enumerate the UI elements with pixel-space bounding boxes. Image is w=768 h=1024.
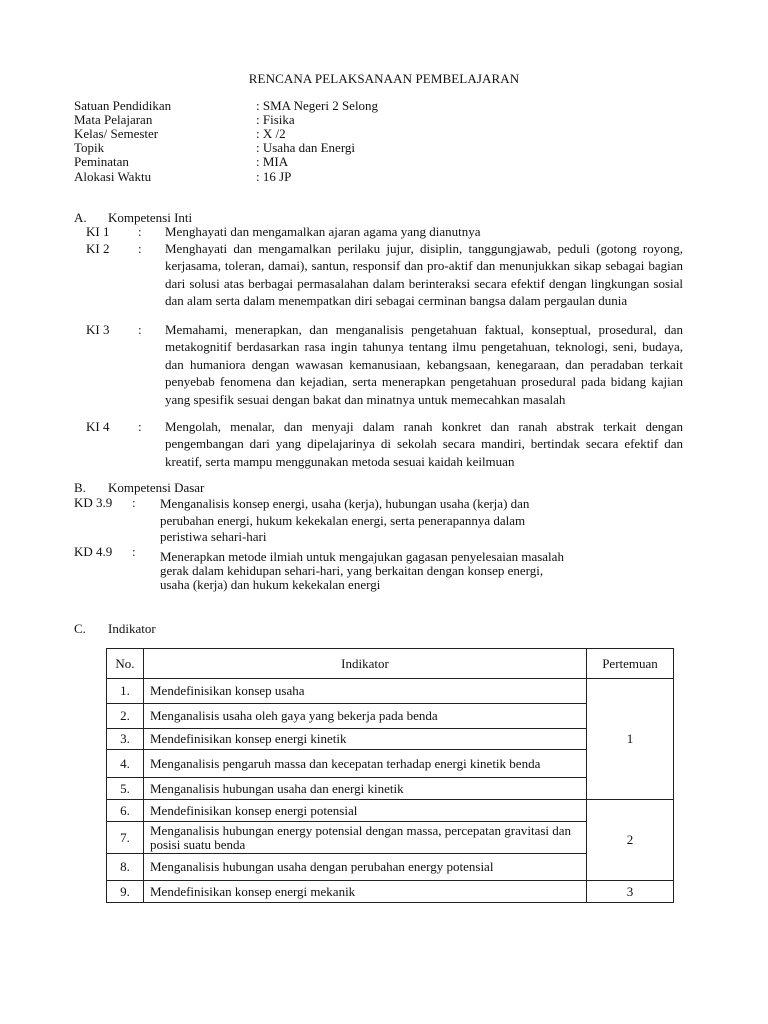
row-pertemuan: 3 [587,881,674,903]
row-indikator: Menganalisis hubungan usaha dengan perubahan energy potensial [144,854,587,881]
row-no: 2. [107,704,144,729]
table-header-row [107,649,674,679]
kd-line: usaha (kerja) dan hukum kekekalan energi [160,577,381,592]
kd-colon: : [132,495,136,510]
ki-text: Mengolah, menalar, dan menyaji dalam ranah konkret dan ranah abstrak terkait dengan pengembangan dari yang dipelajarinya di sekolah secara mandiri, bertindak secara efektif dan kreatif, serta mampu menggunakan metoda sesuai kaidah keilmuan [165,419,683,469]
row-indikator: Mendefinisikan konsep energi mekanik [144,881,587,903]
table-row [107,679,674,704]
kd-line: gerak dalam kehidupan sehari-hari, yang berkaitan dengan konsep energi, [160,563,544,578]
info-value: : Usaha dan Energi [256,140,356,155]
row-indikator: Menganalisis pengaruh massa dan kecepatan terhadap energi kinetik benda [144,750,587,778]
ki-code: KI 2 [86,241,110,256]
kd-line: perubahan energi, hukum kekekalan energi, serta penerapannya dalam [160,512,526,528]
kd-line: Menganalisis konsep energi, usaha (kerja), hubungan usaha (kerja) dan [160,496,530,511]
kd-line: Menerapkan metode ilmiah untuk mengajukan gagasan penyelesaian masalah [160,549,564,564]
row-no: 1. [107,679,144,704]
ki-code: KI 1 [86,224,110,239]
section-letter: B. [74,480,86,495]
kd-code: KD 3.9 [74,495,113,510]
section-title: Kompetensi Dasar [108,480,205,495]
kd-line: peristiwa sehari-hari [160,529,267,544]
info-label: Mata Pelajaran [74,112,153,127]
info-label: Alokasi Waktu [74,169,152,184]
ki-colon: : [138,419,142,434]
info-label: Topik [74,140,105,155]
row-indikator: Mendefinisikan konsep energi kinetik [144,729,587,750]
row-no: 6. [107,800,144,822]
section-letter: C. [74,621,86,636]
ki-code: KI 3 [86,322,110,337]
row-pertemuan: 1 [587,679,674,800]
section-title: Kompetensi Inti [108,210,193,225]
table-row [107,881,674,903]
row-indikator: Menganalisis usaha oleh gaya yang bekerja pada benda [144,704,587,729]
header-no: No. [107,649,144,679]
table-row [107,800,674,822]
kd-colon: : [132,544,136,559]
info-label: Kelas/ Semester [74,126,159,141]
row-indikator: Menganalisis hubungan usaha dan energi kinetik [144,778,587,800]
row-no: 8. [107,854,144,881]
row-indikator: Menganalisis hubungan energy potensial dengan massa, percepatan gravitasi dan posisi suatu benda [144,822,587,854]
info-value: : X /2 [256,126,286,141]
ki-text: Menghayati dan mengamalkan perilaku jujur, disiplin, tanggungjawab, peduli (gotong royong, kerjasama, toleran, damai), santun, responsif dan pro-aktif dan menunjukkan sikap sebagai bagian dari solusi atas berbagai permasalahan dalam berinteraksi secara efektif dengan lingkungan sosial dan alam serta dalam menempatkan diri sebagai cerminan bangsa dalam pergaulan dunia [165,241,683,309]
ki-code: KI 4 [86,419,110,434]
section-letter: A. [74,210,87,225]
info-label: Peminatan [74,154,129,169]
kd-text [160,496,600,546]
row-no: 9. [107,881,144,903]
kd-code: KD 4.9 [74,544,113,559]
info-value: : SMA Negeri 2 Selong [256,98,379,113]
info-label: Satuan Pendidikan [74,98,172,113]
kd-text [160,550,600,592]
info-value: : Fisika [256,112,295,127]
row-no: 3. [107,729,144,750]
row-no: 4. [107,750,144,778]
header-pertemuan: Pertemuan [587,649,674,679]
row-indikator: Mendefinisikan konsep energi potensial [144,800,587,822]
info-value: : 16 JP [256,169,292,184]
row-indikator: Mendefinisikan konsep usaha [144,679,587,704]
row-no: 7. [107,822,144,854]
ki-colon: : [138,241,142,256]
header-indikator: Indikator [144,649,587,679]
row-no: 5. [107,778,144,800]
ki-text: Menghayati dan mengamalkan ajaran agama yang dianutnya [165,224,481,239]
ki-text: Memahami, menerapkan, dan menganalisis pengetahuan faktual, konseptual, prosedural, dan metakognitif berdasarkan rasa ingin tahunya tentang ilmu pengetahuan, teknologi, seni, budaya, dan humaniora dengan wawasan kemanusiaan, kebangsaan, kenegaraan, dan peradaban terkait penyebab fenomena dan kejadian, serta menerapkan pengetahuan prosedural pada bidang kajian yang spesifik sesuai dengan bakat dan minatnya untuk memecahkan masalah [165,322,683,407]
info-value: : MIA [256,154,289,169]
ki-colon: : [138,322,142,337]
ki-colon: : [138,224,142,239]
document-title: RENCANA PELAKSANAAN PEMBELAJARAN [248,71,520,86]
indikator-table [106,648,674,903]
section-title: Indikator [108,621,156,636]
row-pertemuan: 2 [587,800,674,881]
